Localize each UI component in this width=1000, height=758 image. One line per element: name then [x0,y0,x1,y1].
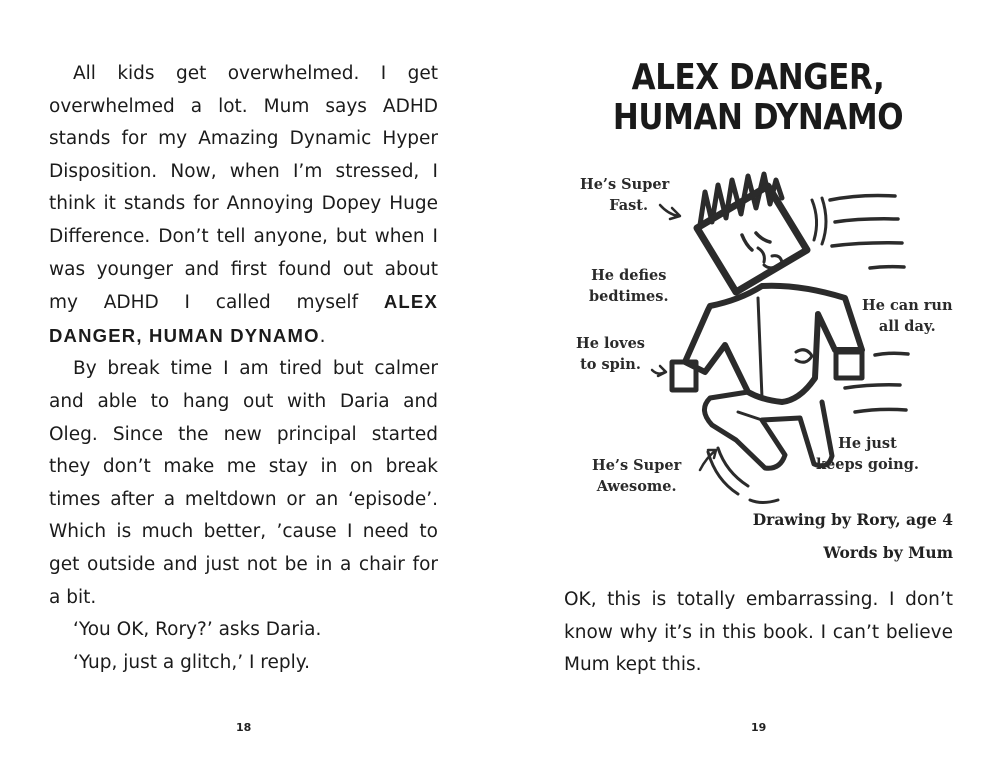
speed-line [835,219,898,222]
spin-line [750,500,778,503]
legs-outline [704,392,832,468]
paragraph-overwhelmed [49,58,438,353]
speed-line [875,353,908,355]
credit-words: Words by Mum [823,543,953,562]
label-keeps-going: He just keeps going. [816,435,919,473]
paragraph-text: All kids get overwhelmed. I get overwhelmed a lot. Mum says ADHD stands for my Amazing Dynamic Hyper Disposition. Now, when I’m stressed, I think it stands for Annoying Dopey Huge Difference. Don’t tell anyone, but when I was younger and first found out about my ADHD I called myself [49,63,438,314]
speed-line [845,385,900,388]
alex-danger-emphasis: ALEX DANGER, HUMAN DYNAMO [49,291,438,346]
title-line-2: HUMAN DYNAMO [612,97,904,138]
motion-arc [822,198,826,244]
torso-line [758,298,762,398]
child-drawing-illustration [500,0,1000,520]
label-super-awesome: He’s Super Awesome. [592,457,682,495]
paragraph-rory-replies: ‘Yup, just a glitch,’ I reply. [73,651,310,673]
label-defies-bedtimes: He defies bedtimes. [589,267,669,305]
right-page-text [564,584,953,682]
paragraph-text-end: . [319,325,326,347]
paragraph-break-time: By break time I am tired but calmer and able to hang out with Daria and Oleg. Since the new principal started they don’t make me stay in on break times after a meltdown or an ‘episode’. Which is much better, ’cause I need to get outside and just not be in a chair for a bit. [49,358,438,608]
speed-line [855,409,906,412]
left-page-text [49,58,438,679]
page-number-left: 18 [236,721,252,734]
torso-curl [796,350,812,363]
leg-crease [738,412,762,420]
speed-line [830,196,895,201]
speed-line [870,267,904,268]
face-nose [758,248,764,262]
arrow-spin [652,366,666,376]
motion-arc [812,200,817,240]
body-outline [685,286,862,402]
label-super-fast: He’s Super Fast. [580,176,670,214]
label-loves-to-spin: He loves to spin. [576,335,645,373]
paragraph-embarrassing: OK, this is totally embarrassing. I don’t know why it’s in this book. I can’t believe Mum kept this. [564,589,953,676]
label-run-all-day: He can run all day. [862,297,953,335]
page-number-right: 19 [751,721,767,734]
face-mouth [764,256,782,268]
speed-line [832,243,902,246]
title-line-1: ALEX DANGER, [631,57,885,98]
credit-drawing: Drawing by Rory, age 4 [752,510,953,529]
paragraph-daria-asks: ‘You OK, Rory?’ asks Daria. [73,619,322,641]
face-eye-right [756,233,770,242]
right-hand [836,352,862,378]
face-eye-left [742,235,752,250]
right-page [500,0,1000,758]
